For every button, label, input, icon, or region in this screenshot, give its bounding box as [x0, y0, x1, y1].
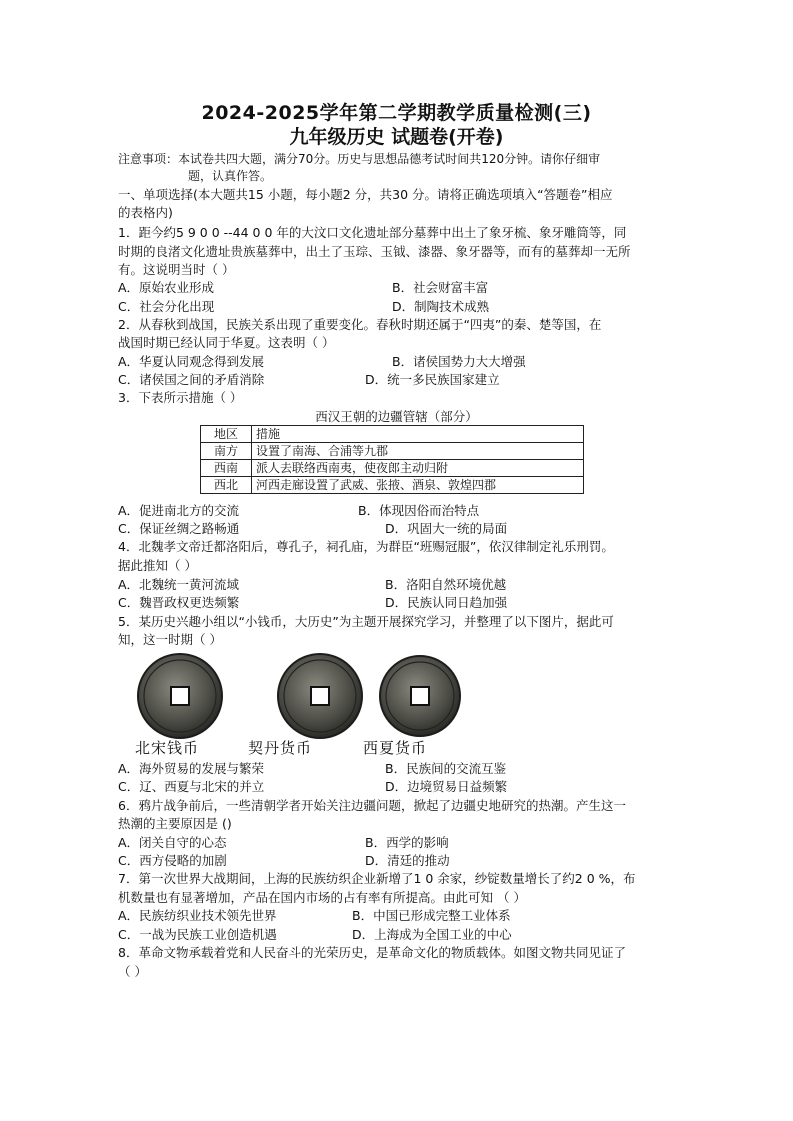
q7-line-2: 机数量也有显著增加，产品在国内市场的占有率有所提高。由此可知 （ ） — [118, 890, 526, 905]
border-table — [200, 425, 584, 494]
q5-line-1: 5．某历史兴趣小组以“小钱币，大历史”为主题开展探究学习，并整理了以下图片，据此可 — [118, 614, 614, 629]
table-caption: 西汉王朝的边疆管辖（部分） — [315, 409, 478, 424]
q6-option-a: A．闭关自守的心态 — [118, 835, 227, 850]
q1-line-2: 时期的良渚文化遗址贵族墓葬中，出土了玉琮、玉钺、漆器、象牙器等，而有的墓葬却一无所 — [118, 244, 631, 259]
q5-option-d: D．边境贸易日益频繁 — [385, 779, 508, 794]
coin-caption-northern-song: 北宋钱币 — [135, 739, 200, 757]
coin-caption-western-xia: 西夏货币 — [363, 739, 428, 757]
q8-line-1: 8．革命文物承载着党和人民奋斗的光荣历史，是革命文化的物质载体。如图文物共同见证了 — [118, 945, 626, 960]
q2-line-2: 战国时期已经认同于华夏。这表明（ ） — [118, 335, 335, 350]
q4-option-c: C．魏晋政权更迭频繁 — [118, 595, 240, 610]
q3-option-b: B．体现因俗而治特点 — [358, 503, 480, 518]
q3-option-c: C．保证丝绸之路畅通 — [118, 521, 240, 536]
q1-option-b: B．社会财富丰富 — [392, 280, 489, 295]
q6-line-2: 热潮的主要原因是 () — [118, 816, 232, 831]
table-header-cell: 措施 — [252, 426, 584, 443]
q2-option-a: A．华夏认同观念得到发展 — [118, 354, 265, 369]
q4-option-a: A．北魏统一黄河流域 — [118, 577, 240, 592]
q4-option-b: B．洛阳自然环境优越 — [385, 577, 507, 592]
q4-option-d: D．民族认同日趋加强 — [385, 595, 508, 610]
q5-option-b: B．民族间的交流互鉴 — [385, 761, 507, 776]
q2-option-b: B．诸侯国势力大大增强 — [392, 354, 526, 369]
table-cell-region: 南方 — [201, 443, 252, 460]
q3-line-1: 3．下表所示措施（ ） — [118, 390, 243, 405]
coin-images — [135, 652, 465, 740]
q1-line-3: 有。这说明当时（ ） — [118, 262, 235, 277]
q4-line-2: 据此推知（ ） — [118, 558, 197, 573]
western-xia-coin-image — [380, 656, 460, 736]
exam-subtitle: 九年级历史 试题卷(开卷) — [289, 126, 504, 148]
table-cell-region: 西南 — [201, 460, 252, 477]
q2-option-c: C．诸侯国之间的矛盾消除 — [118, 372, 265, 387]
q2-option-d: D．统一多民族国家建立 — [365, 372, 500, 387]
table-row — [201, 477, 584, 494]
q7-option-a: A．民族纺织业技术领先世界 — [118, 908, 277, 923]
exam-title: 2024-2025学年第二学期教学质量检测(三) — [201, 102, 592, 124]
q7-line-1: 7．第一次世界大战期间，上海的民族纺织企业新增了1 0 余家，纱锭数量增长了约2 0 %，布 — [118, 871, 636, 886]
coin-caption-khitan: 契丹货币 — [248, 739, 313, 757]
q6-option-c: C．西方侵略的加剧 — [118, 853, 227, 868]
table-cell-region: 西北 — [201, 477, 252, 494]
q2-line-1: 2．从春秋到战国，民族关系出现了重要变化。春秋时期还属于“四夷”的秦、楚等国，在 — [118, 317, 602, 332]
table-cell-measure: 派人去联络西南夷，使夜郎主动归附 — [252, 460, 584, 477]
table-header-row — [201, 426, 584, 443]
q5-option-c: C．辽、西夏与北宋的并立 — [118, 779, 265, 794]
q7-option-b: B．中国已形成完整工业体系 — [352, 908, 511, 923]
q1-option-c: C．社会分化出现 — [118, 299, 215, 314]
table-row — [201, 443, 584, 460]
q3-option-a: A．促进南北方的交流 — [118, 503, 240, 518]
notice-line-2: 题，认真作答。 — [188, 169, 273, 183]
q5-option-a: A．海外贸易的发展与繁荣 — [118, 761, 265, 776]
table-cell-measure: 设置了南海、合浦等九郡 — [252, 443, 584, 460]
northern-song-coin-image — [138, 654, 222, 738]
notice-line-1: 注意事项：本试卷共四大题，满分70分。历史与思想品德考试时间共120分钟。请你仔细审 — [118, 152, 601, 166]
section-heading-1: 一、单项选择(本大题共15 小题，每小题2 分，共30 分。请将正确选项填入“答题卷”相应 — [118, 187, 613, 202]
q6-line-1: 6．鸦片战争前后，一些清朝学者开始关注边疆问题，掀起了边疆史地研究的热潮。产生这一 — [118, 798, 626, 813]
q5-line-2: 知，这一时期（ ） — [118, 632, 222, 647]
q1-option-d: D．制陶技术成熟 — [392, 299, 490, 314]
q6-option-b: B．西学的影响 — [365, 835, 449, 850]
q8-line-2: （ ） — [118, 964, 147, 979]
q7-option-c: C．一战为民族工业创造机遇 — [118, 927, 277, 942]
q1-option-a: A．原始农业形成 — [118, 280, 215, 295]
table-header-cell: 地区 — [201, 426, 252, 443]
table-cell-measure: 河西走廊设置了武威、张掖、酒泉、敦煌四郡 — [252, 477, 584, 494]
q1-line-1: 1．距今约5 9 0 0 --44 0 0 年的大汶口文化遗址部分墓葬中出土了象牙梳、象牙雕筒等，同 — [118, 225, 627, 240]
q7-option-d: D．上海成为全国工业的中心 — [352, 927, 512, 942]
q6-option-d: D．清廷的推动 — [365, 853, 450, 868]
khitan-coin-image — [278, 654, 362, 738]
table-row — [201, 460, 584, 477]
q4-line-1: 4．北魏孝文帝迁都洛阳后，尊孔子，祠孔庙，为群臣“班赐冠服”，依汉律制定礼乐刑罚。 — [118, 539, 614, 554]
q3-option-d: D．巩固大一统的局面 — [385, 521, 508, 536]
section-heading-2: 的表格内) — [118, 205, 173, 220]
